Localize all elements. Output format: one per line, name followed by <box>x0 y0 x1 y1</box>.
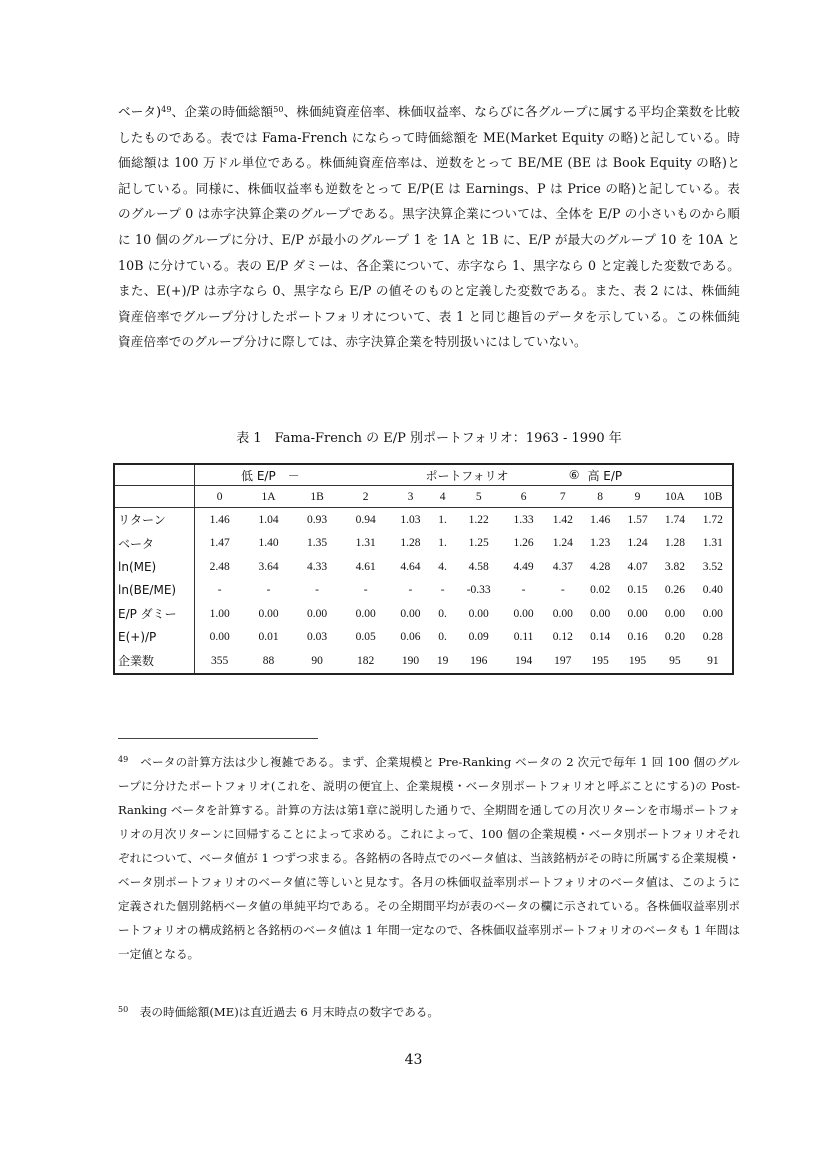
table-cell: - <box>363 584 368 597</box>
table-cell: 0.00 <box>468 607 489 620</box>
table-cell: 0.00 <box>664 607 685 620</box>
table-cell: 0.26 <box>664 584 685 597</box>
table-cell: 1.24 <box>627 537 648 550</box>
table-cell: 1.35 <box>307 537 328 550</box>
page-number: 43 <box>404 1052 423 1068</box>
column-header: 0 <box>195 486 245 508</box>
table-cell: 0.02 <box>590 584 611 597</box>
table-cell: 90 <box>311 654 323 667</box>
table-cell: 0.01 <box>258 631 279 644</box>
footnote-49 <box>118 750 740 966</box>
row-label: 企業数 <box>114 649 195 674</box>
table-cell: 0.14 <box>590 631 611 644</box>
table-cell: 1.47 <box>209 537 230 550</box>
table-cell: 4. <box>438 560 447 573</box>
table-cell: 0.15 <box>627 584 648 597</box>
footnote-divider <box>118 738 318 739</box>
table-cell: 0.00 <box>590 607 611 620</box>
table-cell: 1.40 <box>258 537 279 550</box>
table-cell: 4.49 <box>513 560 534 573</box>
body-text-part3: 、株価純資産倍率、株価収益率、ならびに各グループに属する平均企業数を比較したものである。表では Fama-French にならって時価総額を ME(Market Equity の略)と記している。時価総額は 100 万ドル単位である。株価純資産倍率は、逆数をとって BE/ME (BE は Book Equity の略)と記している。同様に、株価収益率も逆数をとって E/P(E は Earnings、P は Price の略)と記している。表のグループ 0 は赤字決算企業のグループである。黒字決算企業については、全体を E/P の小さいものから順に 10 個のグループに分け、E/P が最小のグループ 1 を 1A と 1B に、E/P が最大のグループ 10 を 10A と 10B に分けている。表の E/P ダミーは、各企業について、赤字なら 1、黒字なら 0 と定義した変数である。また、E(+)/P は赤字なら 0、黒字なら E/P の値そのものと定義した変数である。また、表 2 には、株価純資産倍率でグループ分けしたポートフォリオについて、表 1 と同じ趣旨のデータを示している。この株価純資産倍率でのグループ分けに際しては、赤字決算企業を特別扱いにはしていない。 <box>118 104 740 350</box>
table-row <box>114 649 733 674</box>
table-cell: 1.46 <box>590 513 611 526</box>
table-cell: 0.09 <box>468 631 489 644</box>
table-cell: 1.03 <box>400 513 421 526</box>
table-cell: 0.16 <box>627 631 648 644</box>
table-cell: 195 <box>591 654 609 667</box>
table-cell: 3.64 <box>258 560 279 573</box>
table-cell: 1.28 <box>664 537 685 550</box>
table-cell: 0.06 <box>400 631 421 644</box>
table-cell: 196 <box>470 654 488 667</box>
table-cell: - <box>408 584 413 597</box>
table-corner-cell <box>114 464 195 486</box>
column-header: 6 <box>503 486 544 508</box>
table-cell: 0.40 <box>702 584 723 597</box>
table-cell: - <box>315 584 319 597</box>
row-label: リターン <box>114 508 195 532</box>
table-cell: 4.37 <box>552 560 573 573</box>
body-text-part1: ベータ) <box>118 104 162 119</box>
body-paragraph <box>118 99 740 355</box>
table-cell: 0.00 <box>513 607 534 620</box>
table-cell: - <box>266 584 271 597</box>
table-cell: 197 <box>554 654 572 667</box>
table-row <box>114 602 733 626</box>
table-cell: 182 <box>357 654 375 667</box>
table-cell: 1.26 <box>513 537 534 550</box>
table-cell: 1.00 <box>209 607 230 620</box>
table-column-header-row <box>114 486 733 508</box>
row-label: ベータ <box>114 532 195 556</box>
table-cell: -0.33 <box>466 584 491 597</box>
table-cell: 1.33 <box>513 513 534 526</box>
table-caption: 表 1 Fama-French の E/P 別ポートフォリオ：1963 - 1990 年 <box>236 431 622 446</box>
table-cell: 0.00 <box>627 607 648 620</box>
group-circle-mark: ⑥ <box>544 464 581 486</box>
table-row <box>114 579 733 603</box>
column-header: 7 <box>544 486 581 508</box>
row-label: E(+)/P <box>114 626 195 650</box>
table-row <box>114 626 733 650</box>
table-corner-cell-2 <box>114 486 195 508</box>
table-cell: 0.00 <box>355 607 376 620</box>
column-header: 3 <box>390 486 431 508</box>
table-group-header-row <box>114 464 733 486</box>
table-cell: 1.74 <box>664 513 685 526</box>
table-cell: 0.00 <box>307 607 328 620</box>
table-cell: 0. <box>438 607 447 620</box>
footnote-ref-50[interactable]: 50 <box>273 105 284 114</box>
column-header: 10A <box>656 486 693 508</box>
table-cell: - <box>521 584 526 597</box>
table-cell: 1.23 <box>590 537 611 550</box>
table-cell: 355 <box>211 654 229 667</box>
table-cell: 0.11 <box>513 631 534 644</box>
table-body <box>114 508 733 674</box>
table-cell: 1.25 <box>468 537 489 550</box>
table-row <box>114 508 733 532</box>
table-cell: 1.42 <box>552 513 573 526</box>
table-cell: 0.00 <box>702 607 723 620</box>
table-cell: 0.93 <box>307 513 328 526</box>
table-cell: 0.12 <box>552 631 573 644</box>
table-cell: 0. <box>438 631 447 644</box>
column-header: 5 <box>454 486 503 508</box>
column-header: 4 <box>431 486 454 508</box>
column-header: 10B <box>694 486 733 508</box>
table-cell: 1.24 <box>552 537 573 550</box>
table-cell: 4.64 <box>400 560 421 573</box>
table-cell: 194 <box>514 654 533 667</box>
table-cell: - <box>560 584 565 597</box>
table-cell: 1.04 <box>258 513 279 526</box>
table-cell: 4.07 <box>627 560 648 573</box>
table-row <box>114 555 733 579</box>
table-cell: 4.61 <box>355 560 376 573</box>
footnote-50-text: 表の時価総額(ME)は直近過去 6 月末時点の数字である。 <box>139 1005 439 1019</box>
group-portfolio: ポートフォリオ <box>390 464 544 486</box>
table-row <box>114 532 733 556</box>
table-cell: 3.52 <box>702 560 723 573</box>
table-cell: 4.33 <box>307 560 328 573</box>
table-cell: 0.00 <box>400 607 421 620</box>
column-header: 9 <box>619 486 656 508</box>
table-cell: 4.58 <box>468 560 489 573</box>
footnote-ref-49[interactable]: 49 <box>161 105 172 114</box>
table-cell: 0.00 <box>258 607 279 620</box>
column-header: 1A <box>244 486 293 508</box>
table-cell: 95 <box>669 654 681 667</box>
table-cell: 0.00 <box>209 631 230 644</box>
table-cell: 2.48 <box>209 560 230 573</box>
group-low-ep: 低 E/P － <box>195 464 390 486</box>
table-cell: 4.28 <box>590 560 611 573</box>
table-cell: 1.31 <box>355 537 376 550</box>
table-cell: 1.22 <box>468 513 489 526</box>
table-cell: 0.94 <box>355 513 376 526</box>
table-cell: - <box>440 584 445 597</box>
table-cell: - <box>217 584 222 597</box>
table-cell: 88 <box>262 654 275 667</box>
table-cell: 3.82 <box>664 560 685 573</box>
footnote-49-text: ベータの計算方法は少し複雑である。まず、企業規模と Pre-Ranking ベータの 2 次元で毎年 1 回 100 個のグループに分けたポートフォリオ(これを、説明の便宜上、企業規模・ベータ別ポートフォリオと呼ぶことにする)の Post-Ranking ベータを計算する。計算の方法は第1章に説明した通りで、全期間を通しての月次リターンを市場ポートフォリオの月次リターンに回帰することによって求める。これによって、100 個の企業規模・ベータ別ポートフォリオそれぞれについて、ベータ値が 1 つずつ求まる。各銘柄の各時点でのベータ値は、当該銘柄がその時に所属する企業規模・ベータ別ポートフォリオのベータ値に等しいと見なす。各月の株価収益率別ポートフォリオのベータ値は、このように定義された個別銘柄ベータ値の単純平均である。その全期間平均が表のベータの欄に示されている。各株価収益率別ポートフォリオの構成銘柄と各銘柄のベータ値は 1 年間一定なので、各株価収益率別ポートフォリオのベータも 1 年間は一定値となる。 <box>118 755 740 961</box>
table-cell: 19 <box>436 654 449 667</box>
table-cell: 1.72 <box>702 513 723 526</box>
table-cell: 1. <box>438 513 447 526</box>
column-header: 2 <box>341 486 390 508</box>
group-high-ep: 高 E/P <box>581 464 733 486</box>
column-header: 8 <box>581 486 618 508</box>
table-cell: 195 <box>628 654 647 667</box>
row-label: ln(BE/ME) <box>114 579 195 603</box>
footnote-mark-49: 49 <box>118 755 129 764</box>
table-cell: 1.57 <box>627 513 648 526</box>
body-text-part2: 、企業の時価総額 <box>171 104 274 119</box>
table-cell: 0.03 <box>307 631 328 644</box>
table-cell: 0.05 <box>355 631 376 644</box>
footnote-50 <box>118 1000 740 1024</box>
table-cell: 1.28 <box>400 537 421 550</box>
row-label: ln(ME) <box>114 555 195 579</box>
row-label: E/P ダミー <box>114 602 195 626</box>
table-cell: 1.31 <box>702 537 723 550</box>
footnote-mark-50: 50 <box>118 1005 129 1014</box>
table-cell: 190 <box>401 654 420 667</box>
table-cell: 91 <box>707 654 719 667</box>
table-cell: 0.00 <box>552 607 573 620</box>
table-cell: 0.28 <box>702 631 723 644</box>
table-cell: 1. <box>438 537 447 550</box>
table-cell: 0.20 <box>664 631 685 644</box>
table-cell: 1.46 <box>209 513 230 526</box>
ep-portfolio-table <box>113 463 734 675</box>
column-header: 1B <box>293 486 342 508</box>
